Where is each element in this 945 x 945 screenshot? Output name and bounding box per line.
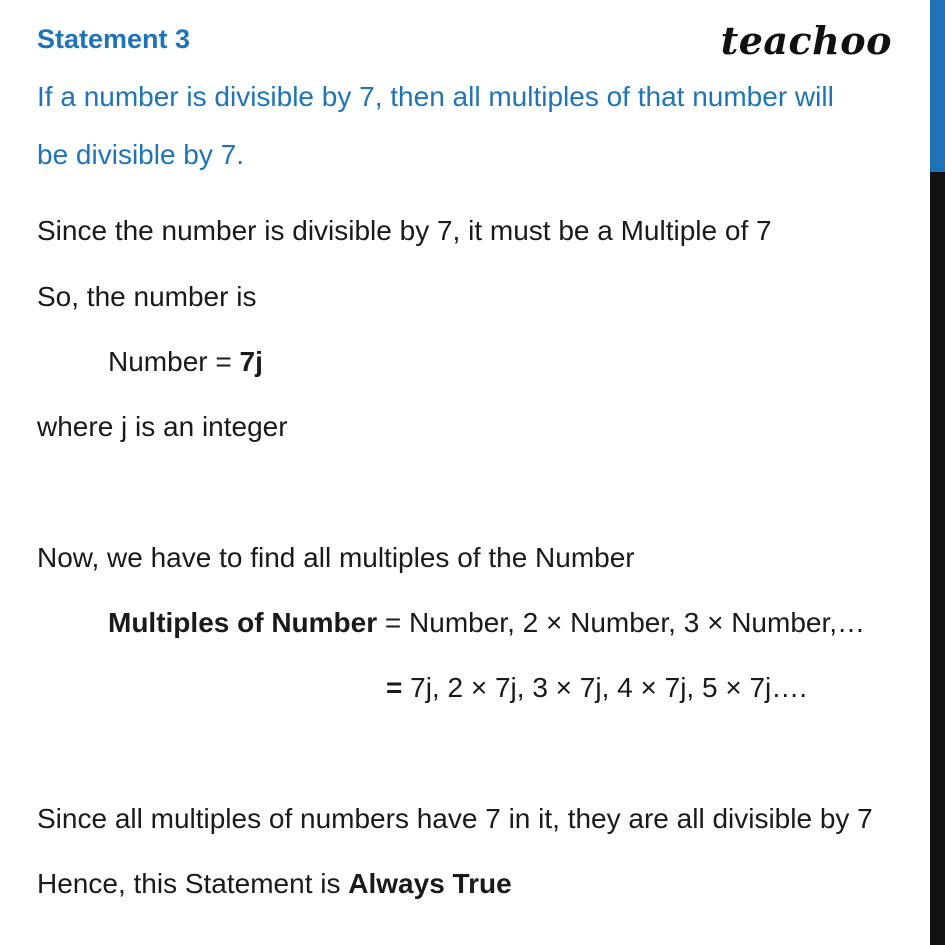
- scrollbar-track[interactable]: [930, 0, 945, 945]
- multiples-equation-rest: = Number, 2 × Number, 3 × Number,…: [377, 607, 866, 638]
- statement-text-line-1: If a number is divisible by 7, then all multiples of that number will: [37, 81, 834, 112]
- hence-line-text: Hence, this Statement is: [37, 868, 349, 899]
- so-line: So, the number is: [37, 281, 257, 312]
- multiples-equation-expanded: [386, 671, 807, 705]
- hence-line: [37, 867, 512, 901]
- scrollbar-thumb[interactable]: [930, 0, 945, 172]
- number-equation-label: Number =: [108, 346, 240, 377]
- multiples-equation-label: Multiples of Number: [108, 607, 378, 638]
- hence-line-answer: Always True: [348, 868, 512, 899]
- since-line: Since the number is divisible by 7, it must be a Multiple of 7: [37, 215, 772, 246]
- multiples-equation-expanded-rest: 7j, 2 × 7j, 3 × 7j, 4 × 7j, 5 × 7j….: [410, 672, 808, 703]
- number-equation-value: 7j: [239, 346, 263, 377]
- statement-text-line-2: be divisible by 7.: [37, 139, 245, 170]
- now-line: Now, we have to find all multiples of the Number: [37, 542, 635, 573]
- number-equation: [108, 345, 263, 379]
- conclusion-line: Since all multiples of numbers have 7 in it, they are all divisible by 7: [37, 803, 873, 834]
- teachoo-logo: teachoo: [720, 18, 892, 63]
- where-line: where j is an integer: [37, 411, 288, 442]
- statement-heading: Statement 3: [37, 24, 191, 54]
- multiples-equation-expanded-eq: =: [386, 672, 411, 703]
- multiples-equation: [108, 606, 865, 640]
